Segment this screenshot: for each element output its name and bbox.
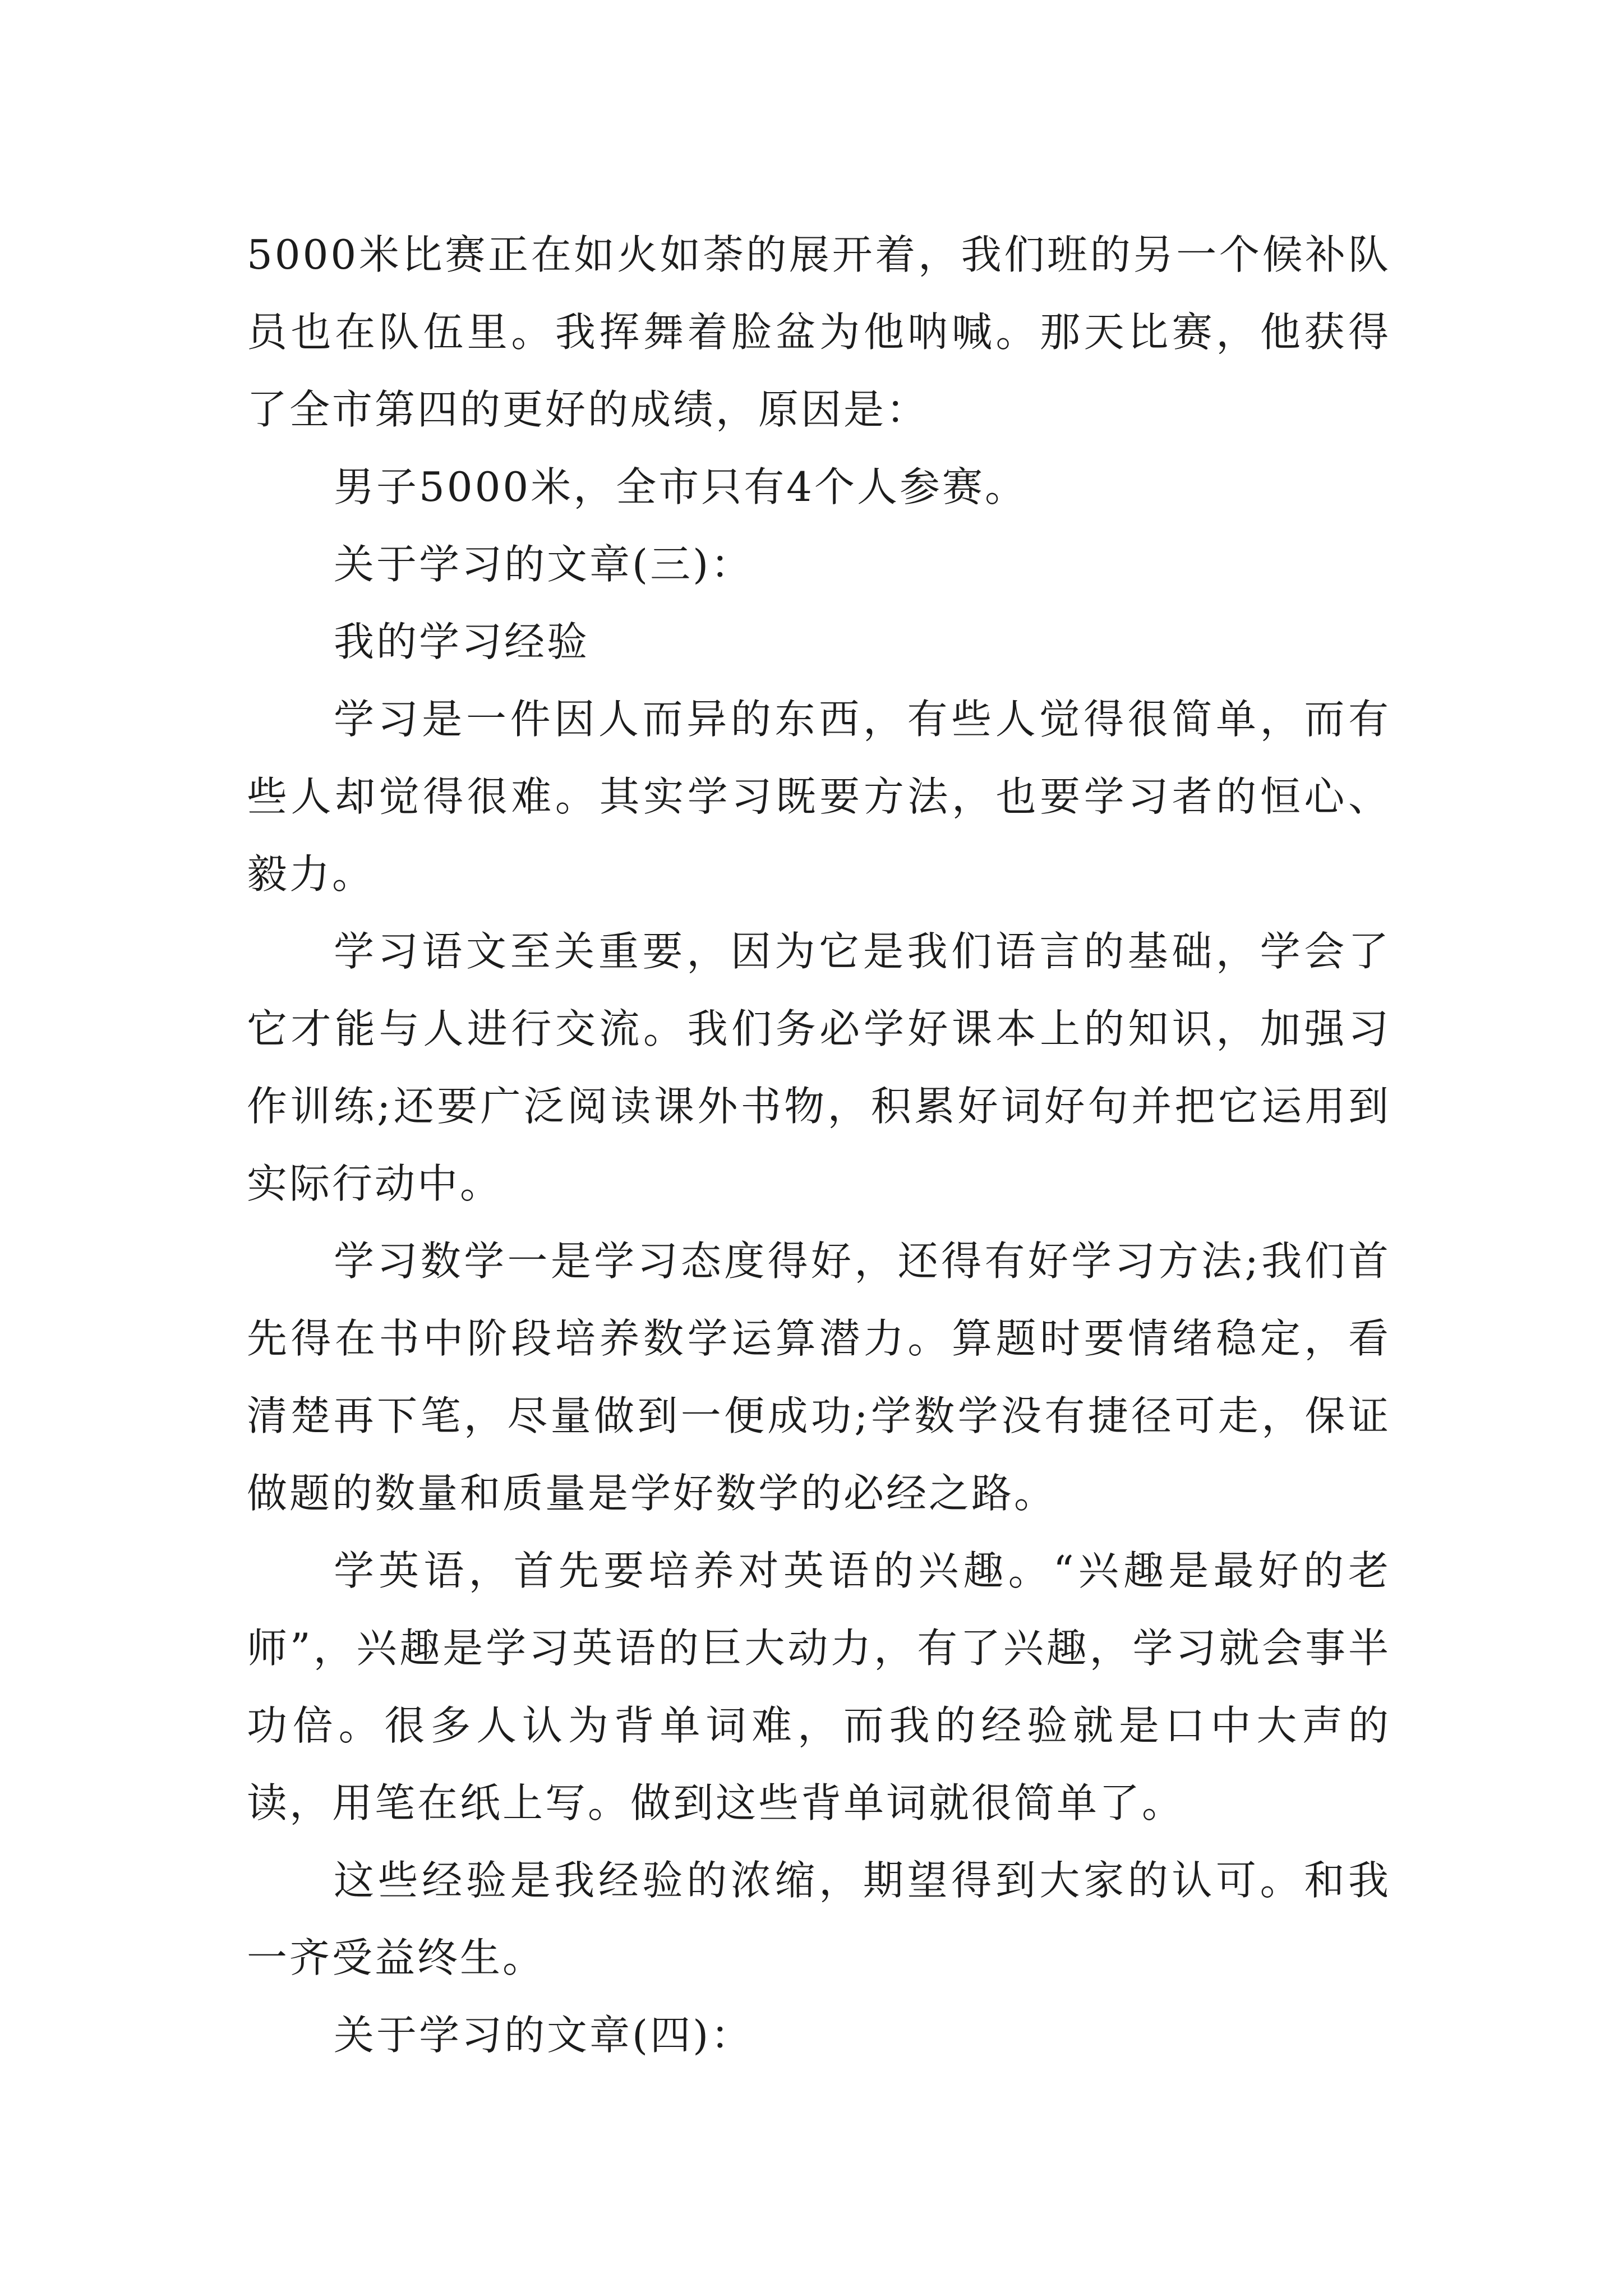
section-heading-three: 关于学习的文章(三)：	[334, 541, 754, 588]
paragraph-english: 学英语，首先要培养对英语的兴趣。“兴趣是最好的老师”，兴趣是学习英语的巨大动力，有了兴趣，学习就会事半功倍。很多人认为背单词难，而我的经验就是口中大声的读，用笔在纸上写。做到这些背单词就很简单了。	[247, 1547, 1391, 1826]
paragraph-math: 学习数学一是学习态度得好，还得有好学习方法;我们首先得在书中阶段培养数学运算潜力。算题时要情绪稳定，看清楚再下笔，尽量做到一便成功;学数学没有捷径可走，保证做题的数量和质量是学好数学的必经之路。	[247, 1237, 1391, 1517]
paragraph-race-story: 5000米比赛正在如火如荼的展开着，我们班的另一个候补队员也在队伍里。我挥舞着脸盆为他呐喊。那天比赛，他获得了全市第四的更好的成绩，原因是：	[247, 231, 1391, 433]
section-heading-four: 关于学习的文章(四)：	[334, 2012, 754, 2059]
article-title: 我的学习经验	[334, 618, 590, 665]
paragraph-chinese: 学习语文至关重要，因为它是我们语言的基础，学会了它才能与人进行交流。我们务必学好课本上的知识，加强习作训练;还要广泛阅读课外书物，积累好词好句并把它运用到实际行动中。	[247, 928, 1391, 1207]
document-body	[247, 216, 1391, 2074]
paragraph-race-result: 男子5000米，全市只有4个人参赛。	[334, 463, 1028, 510]
paragraph-intro: 学习是一件因人而异的东西，有些人觉得很简单，而有些人却觉得很难。其实学习既要方法，也要学习者的恒心、毅力。	[247, 696, 1391, 898]
paragraph-conclusion: 这些经验是我经验的浓缩，期望得到大家的认可。和我一齐受益终生。	[247, 1857, 1391, 1981]
